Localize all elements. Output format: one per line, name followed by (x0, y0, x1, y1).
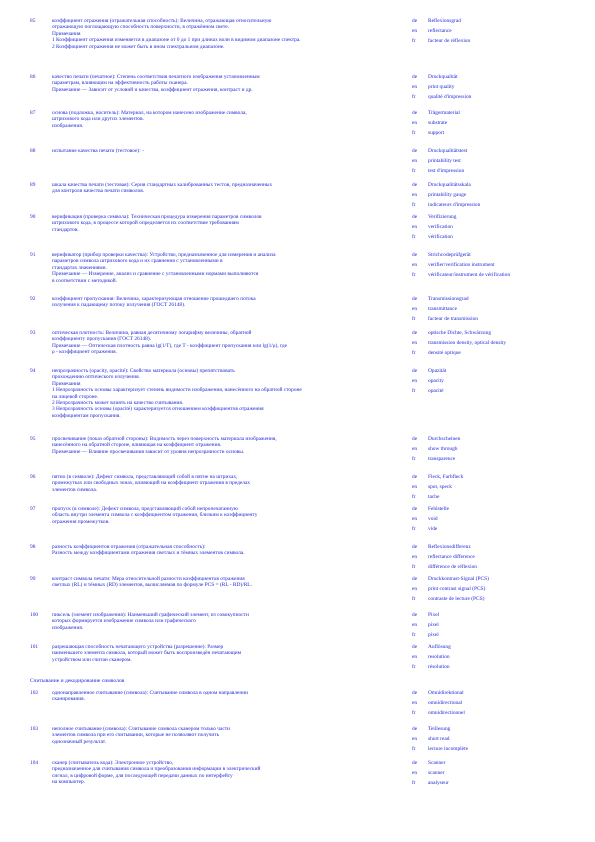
section-heading: Считывание и декодирование символов (30, 678, 125, 684)
term-language: en (412, 378, 418, 385)
term-translation: print quality (428, 84, 455, 91)
term-language: fr (412, 202, 416, 209)
term-translation: Durchscheinen (428, 436, 461, 442)
term-language: fr (412, 746, 416, 753)
entry-body-line: изображения. (52, 624, 84, 631)
term-translation: reflectance difference (428, 554, 475, 561)
term-translation: Reflexionsdifferenz (428, 544, 471, 550)
term-language: en (412, 84, 418, 91)
term-translation: transmission density, optical density (428, 340, 507, 347)
term-language: en (412, 446, 418, 453)
term-language: en (412, 586, 418, 593)
term-language: fr (412, 494, 416, 501)
entry-body-line: основа (подложка, носитель): Материал, на котором нанесено изображение символа, (52, 110, 247, 116)
term-translation: qualité d'impression (428, 94, 472, 101)
entry-body-line: оптическая плотность: Величина, равная десятичному логарифму величины, обратной (52, 330, 252, 336)
entry-body-line: коэффициент пропускания: Величина, характеризующая отношение прошедшего потока (52, 296, 256, 302)
term-translation: différence de réflexion (428, 564, 477, 571)
entry-body-line: сканирования. (52, 696, 85, 703)
entry-body-line: Примечание — Зависит от условий и качества, коэффициент отражения, контраст и др. (52, 86, 253, 93)
term-language: fr (412, 350, 416, 357)
entry-body-line: коэффициент отражения (отражательная способность): Величина, отражающая относительную (52, 18, 272, 24)
term-language: de (412, 252, 418, 258)
entry-number: 91 (30, 252, 36, 258)
term-language: en (412, 654, 418, 661)
entry-number: 89 (30, 182, 36, 188)
term-translation: show through (428, 446, 458, 453)
term-translation: optische Dichte, Schwärzung (428, 330, 492, 336)
entry-body-line: стандартов. (52, 226, 79, 233)
term-language: de (412, 436, 418, 442)
entry-body-line: штрихового кода или других элементов. (52, 116, 144, 123)
entry-body-line: параметрам, влияющим на эффективность работы сканера. (52, 80, 188, 87)
entry-body-line: Примечание — Влияние просвечивания зависит от уровня непрозрачности основы. (52, 448, 245, 455)
entry-body-line: шкала качества печати (тестовая): Серия стандартных калиброванных тестов, предназначенных (52, 182, 273, 188)
term-translation: omnidirectionnel (428, 710, 465, 717)
term-translation: lecture incomplète (428, 746, 468, 753)
term-language: de (412, 18, 418, 24)
term-language: en (412, 700, 418, 707)
entry-body-line: которых формируется изображение символа или графического (52, 618, 196, 625)
entry-body-line: пропуск (в символе): Дефект символа, представляющий собой непропечатанную (52, 506, 238, 512)
term-translation: facteur de réflexion (428, 38, 471, 45)
entry-body-line: изображения. (52, 122, 84, 129)
term-language: fr (412, 456, 416, 463)
entry-number: 93 (30, 330, 36, 336)
term-language: en (412, 736, 418, 743)
term-translation: Auflösung (428, 644, 451, 650)
term-translation: spot, speck (428, 484, 452, 491)
entry-body-line: качество печати (печатное): Степень соответствия печатного изображения установленным (52, 74, 260, 80)
term-language: fr (412, 38, 416, 45)
term-translation: Trägermaterial (428, 110, 460, 116)
term-language: en (412, 158, 418, 165)
entry-body-line: наименьшего элемента символа, который может быть воспроизведён печатающим (52, 650, 242, 657)
entry-body-line: отражения промежутков. (52, 518, 110, 525)
entry-body-line: однонаправленное считывание (символа): Считывание символа в одном направлении (52, 690, 248, 696)
term-language: de (412, 690, 418, 696)
term-language: fr (412, 388, 416, 395)
term-translation: scanner (428, 770, 445, 777)
entry-body-line: непрозрачность (opacity, opacité): Свойство материала (основы) препятствовать (52, 368, 235, 374)
term-translation: contraste de lecture (PCS) (428, 596, 485, 603)
term-translation: Teillesung (428, 726, 451, 732)
term-language: de (412, 726, 418, 732)
term-translation: Druckqualität (428, 74, 458, 80)
term-translation: densité optique (428, 350, 461, 357)
term-language: en (412, 484, 418, 491)
entry-number: 95 (30, 436, 36, 442)
term-translation: Omnidirektional (428, 690, 464, 696)
term-translation: Strichcodeprüfgerät (428, 252, 471, 258)
entry-body-line: Примечание — Оптическая плотность равна lg(1/T), где T - коэффициент пропускания или lg(1/ρ), где (52, 342, 288, 349)
term-translation: Scanner (428, 760, 446, 766)
term-translation: vérificateur/instrument de vérification (428, 272, 511, 279)
entry-number: 99 (30, 576, 36, 582)
entry-number: 90 (30, 214, 36, 220)
entry-number: 96 (30, 474, 36, 480)
entry-body-line: 1 Коэффициент отражения изменяется в диапазоне от 0 до 1 при длинах волн в видимом диапазоне спектра. (52, 37, 301, 44)
entry-number: 97 (30, 506, 36, 512)
term-language: de (412, 214, 418, 220)
term-translation: Druckqualitätsskala (428, 182, 471, 188)
term-translation: verification (428, 224, 453, 231)
entry-body-line: неполное считывание (символа): Считывание символа сканером только части (52, 726, 230, 732)
entry-body-line: элементов символа при его считывании, которые не позволяют получить (52, 732, 220, 739)
term-language: de (412, 330, 418, 336)
entry-body-line: для контроля качества печати символов. (52, 188, 145, 195)
entry-body-line: ρ - коэффициент отражения. (52, 349, 117, 356)
term-translation: substrate (428, 120, 448, 127)
term-translation: test d'impression (428, 168, 465, 175)
entry-body-line: разрешающая способность печатающего устройства (разрешение): Размер (52, 644, 224, 650)
term-translation: facteur de transmission (428, 316, 478, 323)
entry-body-line: штрихового кода, в процессе которой определяется их соответствие требованиям (52, 220, 239, 227)
entry-body-line: устройством или считан сканером. (52, 656, 132, 663)
term-language: en (412, 554, 418, 561)
term-translation: Reflexionsgrad (428, 18, 461, 24)
entry-body-line: на лицевой стороне. (52, 393, 99, 400)
term-language: fr (412, 664, 416, 671)
term-language: de (412, 474, 418, 480)
entry-number: 101 (30, 644, 39, 650)
term-translation: verifier/verification instrument (428, 262, 495, 269)
term-language: de (412, 506, 418, 512)
entry-body-line: область внутри элемента символа с коэффициентом отражения, близким к коэффициенту (52, 512, 258, 519)
term-translation: Fehlstelle (428, 506, 449, 512)
term-language: de (412, 612, 418, 618)
entry-body-line: сканер (считыватель кода): Электронное устройство, (52, 760, 174, 766)
entry-body-line: предназначенное для считывания символа и преобразования информации в электрический (52, 766, 261, 773)
entry-number: 98 (30, 544, 36, 550)
entry-body-line: коэффициенту пропускания (ГОСТ 26148). (52, 336, 151, 343)
term-language: fr (412, 526, 416, 533)
term-translation: tache (428, 494, 440, 501)
term-language: en (412, 306, 418, 313)
entry-body-line: испытание качества печати (тестовое): - (52, 148, 144, 154)
entry-body-line: элементов символа. (52, 486, 98, 493)
term-language: de (412, 182, 418, 188)
term-language: de (412, 368, 418, 374)
entry-body-line: контраст символа печати: Мера относительной разности коэффициентов отражения (52, 576, 245, 582)
term-language: en (412, 224, 418, 231)
term-translation: vérification (428, 234, 453, 241)
entry-number: 88 (30, 148, 36, 154)
entry-body-line: просвечивание (показ обратной стороны): Видимость через поверхность материала изображения, (52, 436, 277, 442)
entry-body-line: нанесённого на обратной стороне, влияющая на коэффициент отражения. (52, 442, 222, 449)
entry-body-line: на компьютер. (52, 779, 86, 786)
term-language: en (412, 770, 418, 777)
entry-body-line: отражающую поглощающую способность поверхности, в отражённом свете. (52, 24, 229, 31)
term-language: de (412, 74, 418, 80)
term-translation: Druckqualitätstest (428, 148, 468, 154)
term-language: en (412, 28, 418, 35)
term-language: en (412, 622, 418, 629)
term-translation: Transmissionsgrad (428, 296, 469, 302)
entry-body-line: промежутках или свободных зонах, влияющий на коэффициент отражения в пределах (52, 480, 251, 487)
entry-body-line: 2 Непрозрачность может влиять на качество считывания. (52, 400, 184, 406)
term-translation: pixel (428, 632, 439, 639)
term-language: en (412, 262, 418, 269)
term-language: de (412, 148, 418, 154)
term-translation: omnidirectional (428, 700, 463, 707)
term-translation: résolution (428, 664, 450, 671)
entry-body-line: пятно (в символе): Дефект символа, представляющий собой в пятне на штрихах, (52, 474, 238, 480)
term-translation: print contrast signal (PCS) (428, 586, 486, 593)
term-language: fr (412, 780, 416, 787)
entry-body-line: верификатор (прибор проверки качества): Устройство, предназначенное для измерения и анализа (52, 252, 276, 258)
term-language: fr (412, 130, 416, 137)
entry-body-line: светлых (RL) и тёмных (RD) элементов, вычисляемая по формуле PCS = (RL - RD)/RL. (52, 582, 252, 589)
entry-number: 104 (30, 760, 39, 766)
term-language: de (412, 110, 418, 116)
entry-body-line: прохождению оптического излучения. (52, 374, 140, 381)
term-language: fr (412, 596, 416, 603)
term-language: de (412, 576, 418, 582)
entry-body-line: пиксель (элемент изображения): Наименьший графический элемент, из совокупности (52, 612, 249, 618)
entry-body-line: Примечания (52, 380, 81, 387)
term-translation: resolution (428, 654, 450, 661)
entry-number: 92 (30, 296, 36, 302)
entry-body-line: разность коэффициентов отражения (отражательная способность): (52, 544, 206, 550)
term-language: fr (412, 564, 416, 571)
term-language: fr (412, 272, 416, 279)
entry-body-line: 3 Непрозрачность основы (opacité) характеризуется отношением коэффициентов отражения (52, 406, 264, 413)
term-translation: Druckkontrast-Signal (PCS) (428, 576, 489, 582)
term-language: de (412, 644, 418, 650)
term-language: de (412, 544, 418, 550)
entry-body-line: излучения к падающему потоку излучения (ГОСТ 26148). (52, 302, 186, 309)
term-translation: opacité (428, 388, 444, 395)
term-translation: printability gauge (428, 192, 467, 199)
entry-body-line: стандартах значениями. (52, 264, 107, 271)
term-language: en (412, 516, 418, 523)
term-language: de (412, 760, 418, 766)
entry-body-line: однозначный результат. (52, 738, 107, 745)
term-translation: pixel (428, 622, 439, 629)
term-translation: short read (428, 736, 450, 743)
term-language: en (412, 120, 418, 127)
term-translation: transmittance (428, 306, 458, 313)
entry-body-line: в соответствии с методикой. (52, 277, 117, 284)
entry-body-line: 2 Коэффициент отражения не может быть в ином спектральном диапазоне. (52, 43, 225, 50)
entry-number: 85 (30, 18, 36, 24)
entry-body-line: верификация (проверка символа): Техническая процедура измерения параметров символов (52, 214, 262, 220)
term-translation: Opazität (428, 368, 447, 374)
term-translation: Verifizierung (428, 214, 457, 220)
term-translation: void (428, 516, 438, 523)
term-translation: analyseur (428, 780, 449, 787)
term-translation: printability test (428, 158, 461, 165)
term-language: fr (412, 710, 416, 717)
entry-number: 102 (30, 690, 39, 696)
entry-body-line: коэффициентам пропускания. (52, 412, 121, 419)
entry-body-line: Примечания (52, 30, 81, 37)
term-translation: transparence (428, 456, 456, 463)
term-language: fr (412, 168, 416, 175)
term-language: en (412, 192, 418, 199)
entry-body-line: 1 Непрозрачность основы характеризует степень видимости изображения, нанесённого на обратной стороне (52, 387, 302, 394)
term-translation: opacity (428, 378, 444, 385)
term-translation: reflectance (428, 28, 452, 35)
entry-body-line: параметров символа штрихового кода и их сравнения с установленными в (52, 258, 223, 265)
entry-number: 87 (30, 110, 36, 116)
term-translation: Fleck, Farbfleck (428, 474, 464, 480)
entry-body-line: Примечание — Измерение, анализ и сравнение с установленными нормами выполняются (52, 271, 259, 278)
entry-body-line: сигнал, в цифровой форме, для последующей передачи данных по интерфейсу (52, 772, 233, 779)
term-translation: Pixel (428, 612, 440, 618)
term-translation: vide (428, 526, 438, 533)
entry-number: 100 (30, 612, 39, 618)
entry-body-line: Разность между коэффициентами отражения светлых и тёмных элементов символа. (52, 550, 245, 557)
term-language: de (412, 296, 418, 302)
term-language: en (412, 340, 418, 347)
term-language: fr (412, 94, 416, 101)
entry-number: 94 (30, 368, 36, 374)
term-language: fr (412, 632, 416, 639)
term-translation: indicateurs d'impression (428, 202, 481, 209)
entry-number: 103 (30, 726, 39, 732)
term-translation: support (428, 130, 445, 137)
term-language: fr (412, 316, 416, 323)
entry-number: 86 (30, 74, 36, 80)
term-language: fr (412, 234, 416, 241)
